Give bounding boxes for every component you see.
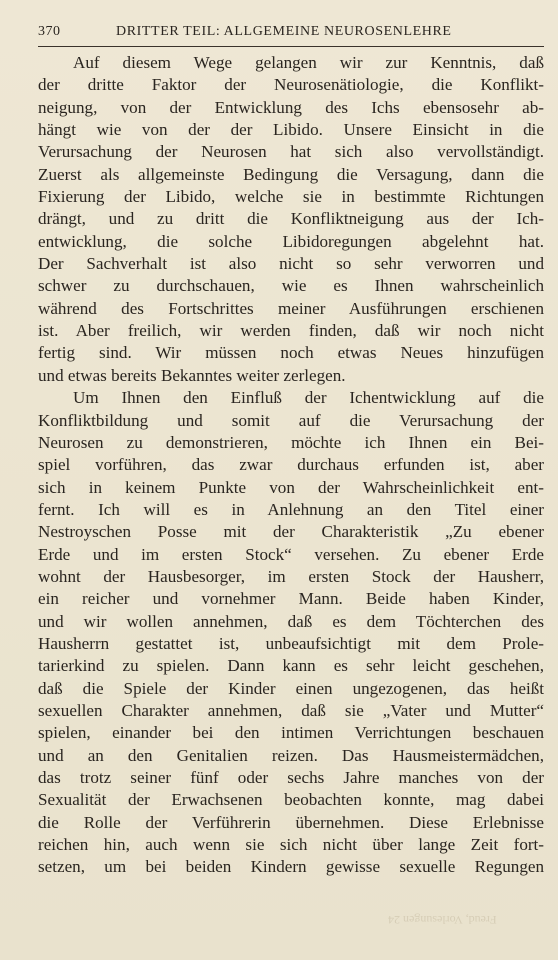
text-line: Verursachung der Neurosen hat sich also vervollständigt. bbox=[38, 142, 544, 162]
text-line: Um Ihnen den Einfluß der Ichentwicklung auf die bbox=[73, 388, 544, 408]
text-line: der dritte Faktor der Neurosenätiologie, die Konflikt- bbox=[38, 75, 544, 95]
text-line: Neurosen zu demonstrieren, möchte ich Ihnen ein Bei- bbox=[38, 432, 544, 452]
bleed-through-text: Freud, Vorlesungen 24 bbox=[388, 913, 497, 927]
text-line: schwer zu durchschauen, wie es Ihnen wahrscheinlich bbox=[38, 276, 544, 296]
text-line: Fixierung der Libido, welche sie in bestimmte Richtungen bbox=[38, 187, 544, 207]
text-line: neigung, von der Entwicklung des Ichs ebensosehr ab- bbox=[38, 97, 544, 117]
text-line: fernt. Ich will es in Anlehnung an den Titel einer bbox=[38, 499, 544, 519]
text-line: sich in keinem Punkte von der Wahrscheinlichkeit ent- bbox=[38, 477, 544, 497]
text-line: die Rolle der Verführerin übernehmen. Diese Erlebnisse bbox=[38, 812, 544, 832]
text-line: fertig sind. Wir müssen noch etwas Neues hinzufügen bbox=[38, 343, 544, 363]
text-line: Konfliktbildung und somit auf die Verursachung der bbox=[38, 410, 544, 430]
body-text bbox=[38, 52, 544, 879]
text-line: ein reicher und vornehmer Mann. Beide haben Kinder, bbox=[38, 589, 544, 609]
text-line: Zuerst als allgemeinste Bedingung die Versagung, dann die bbox=[38, 164, 544, 184]
text-line: drängt, und zu dritt die Konfliktneigung aus der Ich- bbox=[38, 209, 544, 229]
running-header bbox=[38, 22, 544, 47]
text-line: das trotz seiner fünf oder sechs Jahre manches von der bbox=[38, 768, 544, 787]
text-line: und etwas bereits Bekanntes weiter zerlegen. bbox=[38, 365, 346, 385]
page-number: 370 bbox=[38, 24, 61, 39]
text-line: sexuellen Charakter annehmen, daß sie „Vater und Mutter“ bbox=[38, 700, 544, 720]
text-line: Hausherrn gestattet ist, unbeaufsichtigt mit dem Prole- bbox=[38, 633, 544, 653]
text-line: und wir wollen annehmen, daß es dem Töchterchen des bbox=[38, 611, 544, 631]
text-line: ist. Aber freilich, wir werden finden, daß wir noch nicht bbox=[38, 321, 544, 341]
text-line: und an den Genitalien reizen. Das Hausmeistermädchen, bbox=[38, 745, 544, 765]
text-line: setzen, um bei beiden Kindern gewisse sexuelle Regungen bbox=[38, 857, 544, 877]
text-line: wohnt der Hausbesorger, im ersten Stock der Hausherr, bbox=[38, 566, 544, 586]
text-line: tarierkind zu spielen. Dann kann es sehr leicht geschehen, bbox=[38, 656, 544, 676]
text-line: entwicklung, die solche Libidoregungen abgelehnt hat. bbox=[38, 231, 544, 251]
text-line: Nestroyschen Posse mit der Charakteristik „Zu ebener bbox=[38, 522, 544, 542]
text-line: reichen hin, auch wenn sie sich nicht über lange Zeit fort- bbox=[38, 835, 544, 855]
text-line: Auf diesem Wege gelangen wir zur Kenntnis, daß bbox=[73, 53, 544, 72]
text-line: hängt wie von der der Libido. Unsere Einsicht in die bbox=[38, 120, 544, 140]
text-line: spielen, einander bei den intimen Verrichtungen beschauen bbox=[38, 723, 544, 743]
text-line: Erde und im ersten Stock“ versehen. Zu ebener Erde bbox=[38, 544, 544, 564]
text-line: daß die Spiele der Kinder einen ungezogenen, das heißt bbox=[38, 678, 544, 698]
text-line: während des Fortschrittes meiner Ausführungen erschienen bbox=[38, 298, 544, 318]
text-line: spiel vorführen, das zwar durchaus erfunden ist, aber bbox=[38, 455, 544, 475]
text-line: Der Sachverhalt ist also nicht so sehr verworren und bbox=[38, 254, 544, 274]
running-head-title: DRITTER TEIL: ALLGEMEINE NEUROSENLEHRE bbox=[116, 24, 452, 39]
text-line: Sexualität der Erwachsenen beobachten konnte, mag dabei bbox=[38, 790, 544, 810]
